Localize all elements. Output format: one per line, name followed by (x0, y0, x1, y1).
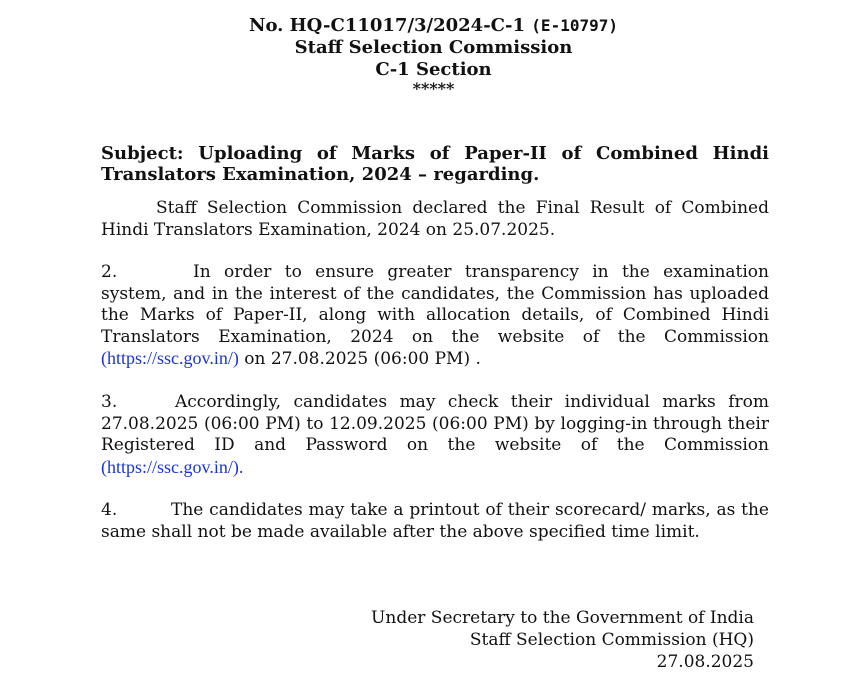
paragraph-text: Accordingly, candidates may check their individual marks from 27.08.2025 (06:00 PM) to 12.09.2025 (06:00 PM) by logging-in through their Registered ID and Password on the website of the Commission (101, 392, 769, 455)
paragraph-1: Staff Selection Commission declared the Final Result of Combined Hindi Translators Examination, 2024 on 25.07.2025. (101, 198, 769, 240)
subject-line: Subject: Uploading of Marks of Paper-II of Combined Hindi Translators Examination, 2024 – regarding. (101, 143, 769, 185)
paragraph-number: 3. (101, 392, 118, 412)
signature-date: 27.08.2025 (656, 652, 754, 672)
reference-number: No. HQ-C11017/3/2024-C-1 (249, 15, 526, 36)
reference-code: (E-10797) (531, 16, 618, 35)
section-name: C-1 Section (375, 59, 492, 80)
organization-name: Staff Selection Commission (294, 37, 573, 58)
paragraph-number: 4. (101, 500, 118, 520)
paragraph-2 (101, 262, 769, 371)
separator-stars: ***** (412, 79, 455, 98)
ssc-website-link[interactable]: (https://ssc.gov.in/) (101, 348, 239, 368)
letter-header (0, 15, 867, 97)
signatory-designation: Under Secretary to the Government of India (371, 608, 754, 628)
paragraph-text: The candidates may take a printout of their scorecard/ marks, as the same shall not be made available after the above specified time limit. (101, 500, 769, 542)
paragraph-number: 2. (101, 262, 118, 282)
ssc-website-link[interactable]: (https://ssc.gov.in/). (101, 456, 244, 477)
paragraph-text: In order to ensure greater transparency in the examination system, and in the interest of the candidates, the Commission has uploaded the Marks of Paper-II, along with allocation details, of Combined Hindi Translators Examination, 2024 on the website of the Commission (101, 262, 769, 347)
paragraph-4 (101, 500, 769, 543)
reference-number-line (0, 15, 867, 37)
paragraph-text-end: on 27.08.2025 (06:00 PM) . (238, 349, 481, 369)
signatory-office: Staff Selection Commission (HQ) (469, 630, 754, 650)
signature-block (371, 607, 754, 673)
paragraph-3 (101, 392, 769, 479)
